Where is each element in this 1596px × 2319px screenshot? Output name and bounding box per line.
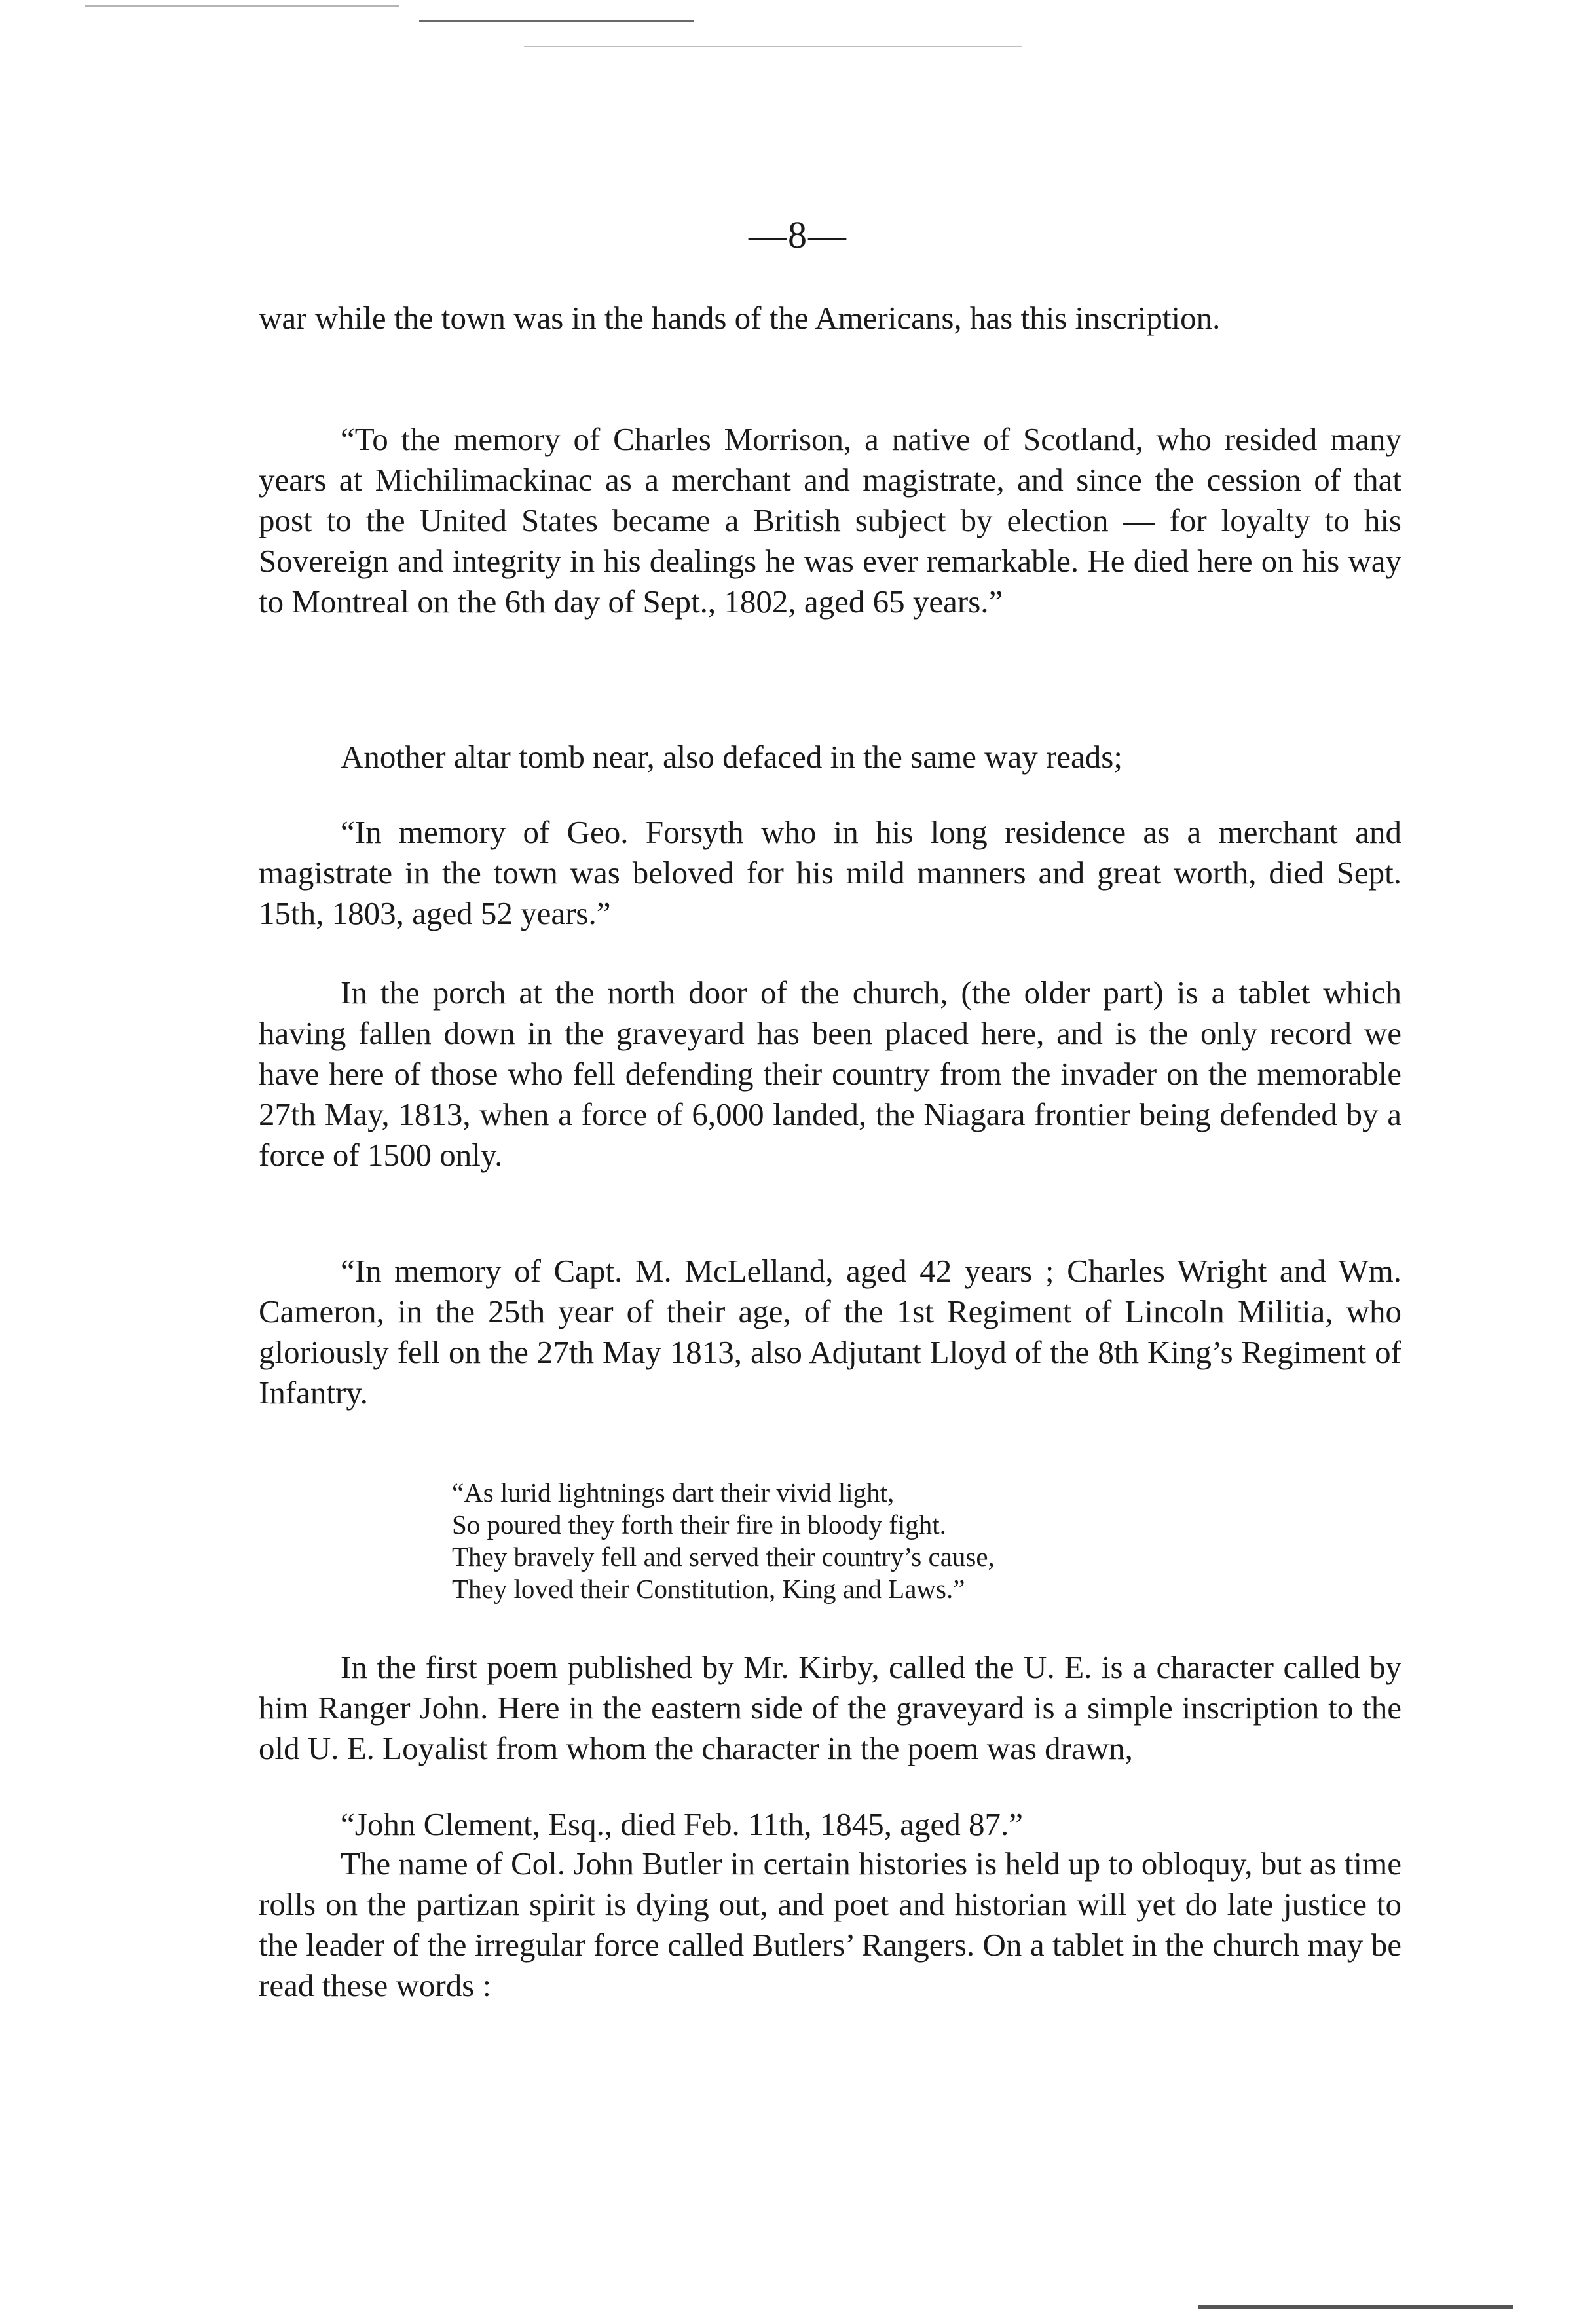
paragraph-3: Another altar tomb near, also defaced in the same way reads; xyxy=(341,739,1123,775)
scan-artifact-top-2 xyxy=(85,5,399,7)
paragraph-6: “In memory of Capt. M. McLelland, aged 42 years ; Charles Wright and Wm. Cameron, in the 25th year of their age, of the 1st Regiment of Lincoln Militia, who gloriously fell on the 27th May 1813, also Adjutant Lloyd of the 8th King’s Regiment of Infantry. xyxy=(259,1253,1401,1411)
scan-artifact-top xyxy=(419,20,694,22)
paragraph-4: “In memory of Geo. Forsyth who in his long residence as a merchant and magistrate in the town was beloved for his mild manners and great worth, died Sept. 15th, 1803, aged 52 years.” xyxy=(259,814,1401,931)
poem xyxy=(452,1477,1303,1605)
poem-line: They loved their Constitution, King and Laws.” xyxy=(452,1574,965,1604)
scan-artifact-top-3 xyxy=(524,46,1022,47)
paragraph-7: In the first poem published by Mr. Kirby, called the U. E. is a character called by him Ranger John. Here in the eastern side of the graveyard is a simple inscription to the old U. E. Loyalist from whom the character in the poem was drawn, xyxy=(259,1649,1401,1766)
scan-artifact-bottom xyxy=(1198,2305,1513,2309)
paragraph-9: The name of Col. John Butler in certain histories is held up to obloquy, but as time rolls on the partizan spirit is dying out, and poet and historian will yet do late justice to the leader of the irregular force called Butlers’ Rangers. On a tablet in the church may be read these words : xyxy=(259,1846,1401,2003)
poem-line: “As lurid lightnings dart their vivid light, xyxy=(452,1477,895,1508)
page-number: —8— xyxy=(749,213,847,256)
poem-line: So poured they forth their fire in bloody fight. xyxy=(452,1510,946,1540)
paragraph-5: In the porch at the north door of the church, (the older part) is a tablet which having fallen down in the graveyard has been placed here, and is the only record we have here of those who fell defending their country from the invader on the memorable 27th May, 1813, when a force of 6,000 landed, the Niagara frontier being defended by a force of 1500 only. xyxy=(259,974,1401,1173)
paragraph-2: “To the memory of Charles Morrison, a native of Scotland, who resided many years at Michilimackinac as a merchant and magistrate, and since the cession of that post to the United States became a British subject by election — for loyalty to his Sovereign and integrity in his dealings he was ever remarkable. He died here on his way to Montreal on the 6th day of Sept., 1802, aged 65 years.” xyxy=(259,421,1401,620)
poem-line: They bravely fell and served their country’s cause, xyxy=(452,1542,995,1572)
paragraph-1: war while the town was in the hands of the Americans, has this inscription. xyxy=(259,300,1221,336)
paragraph-8: “John Clement, Esq., died Feb. 11th, 1845, aged 87.” xyxy=(341,1806,1023,1842)
